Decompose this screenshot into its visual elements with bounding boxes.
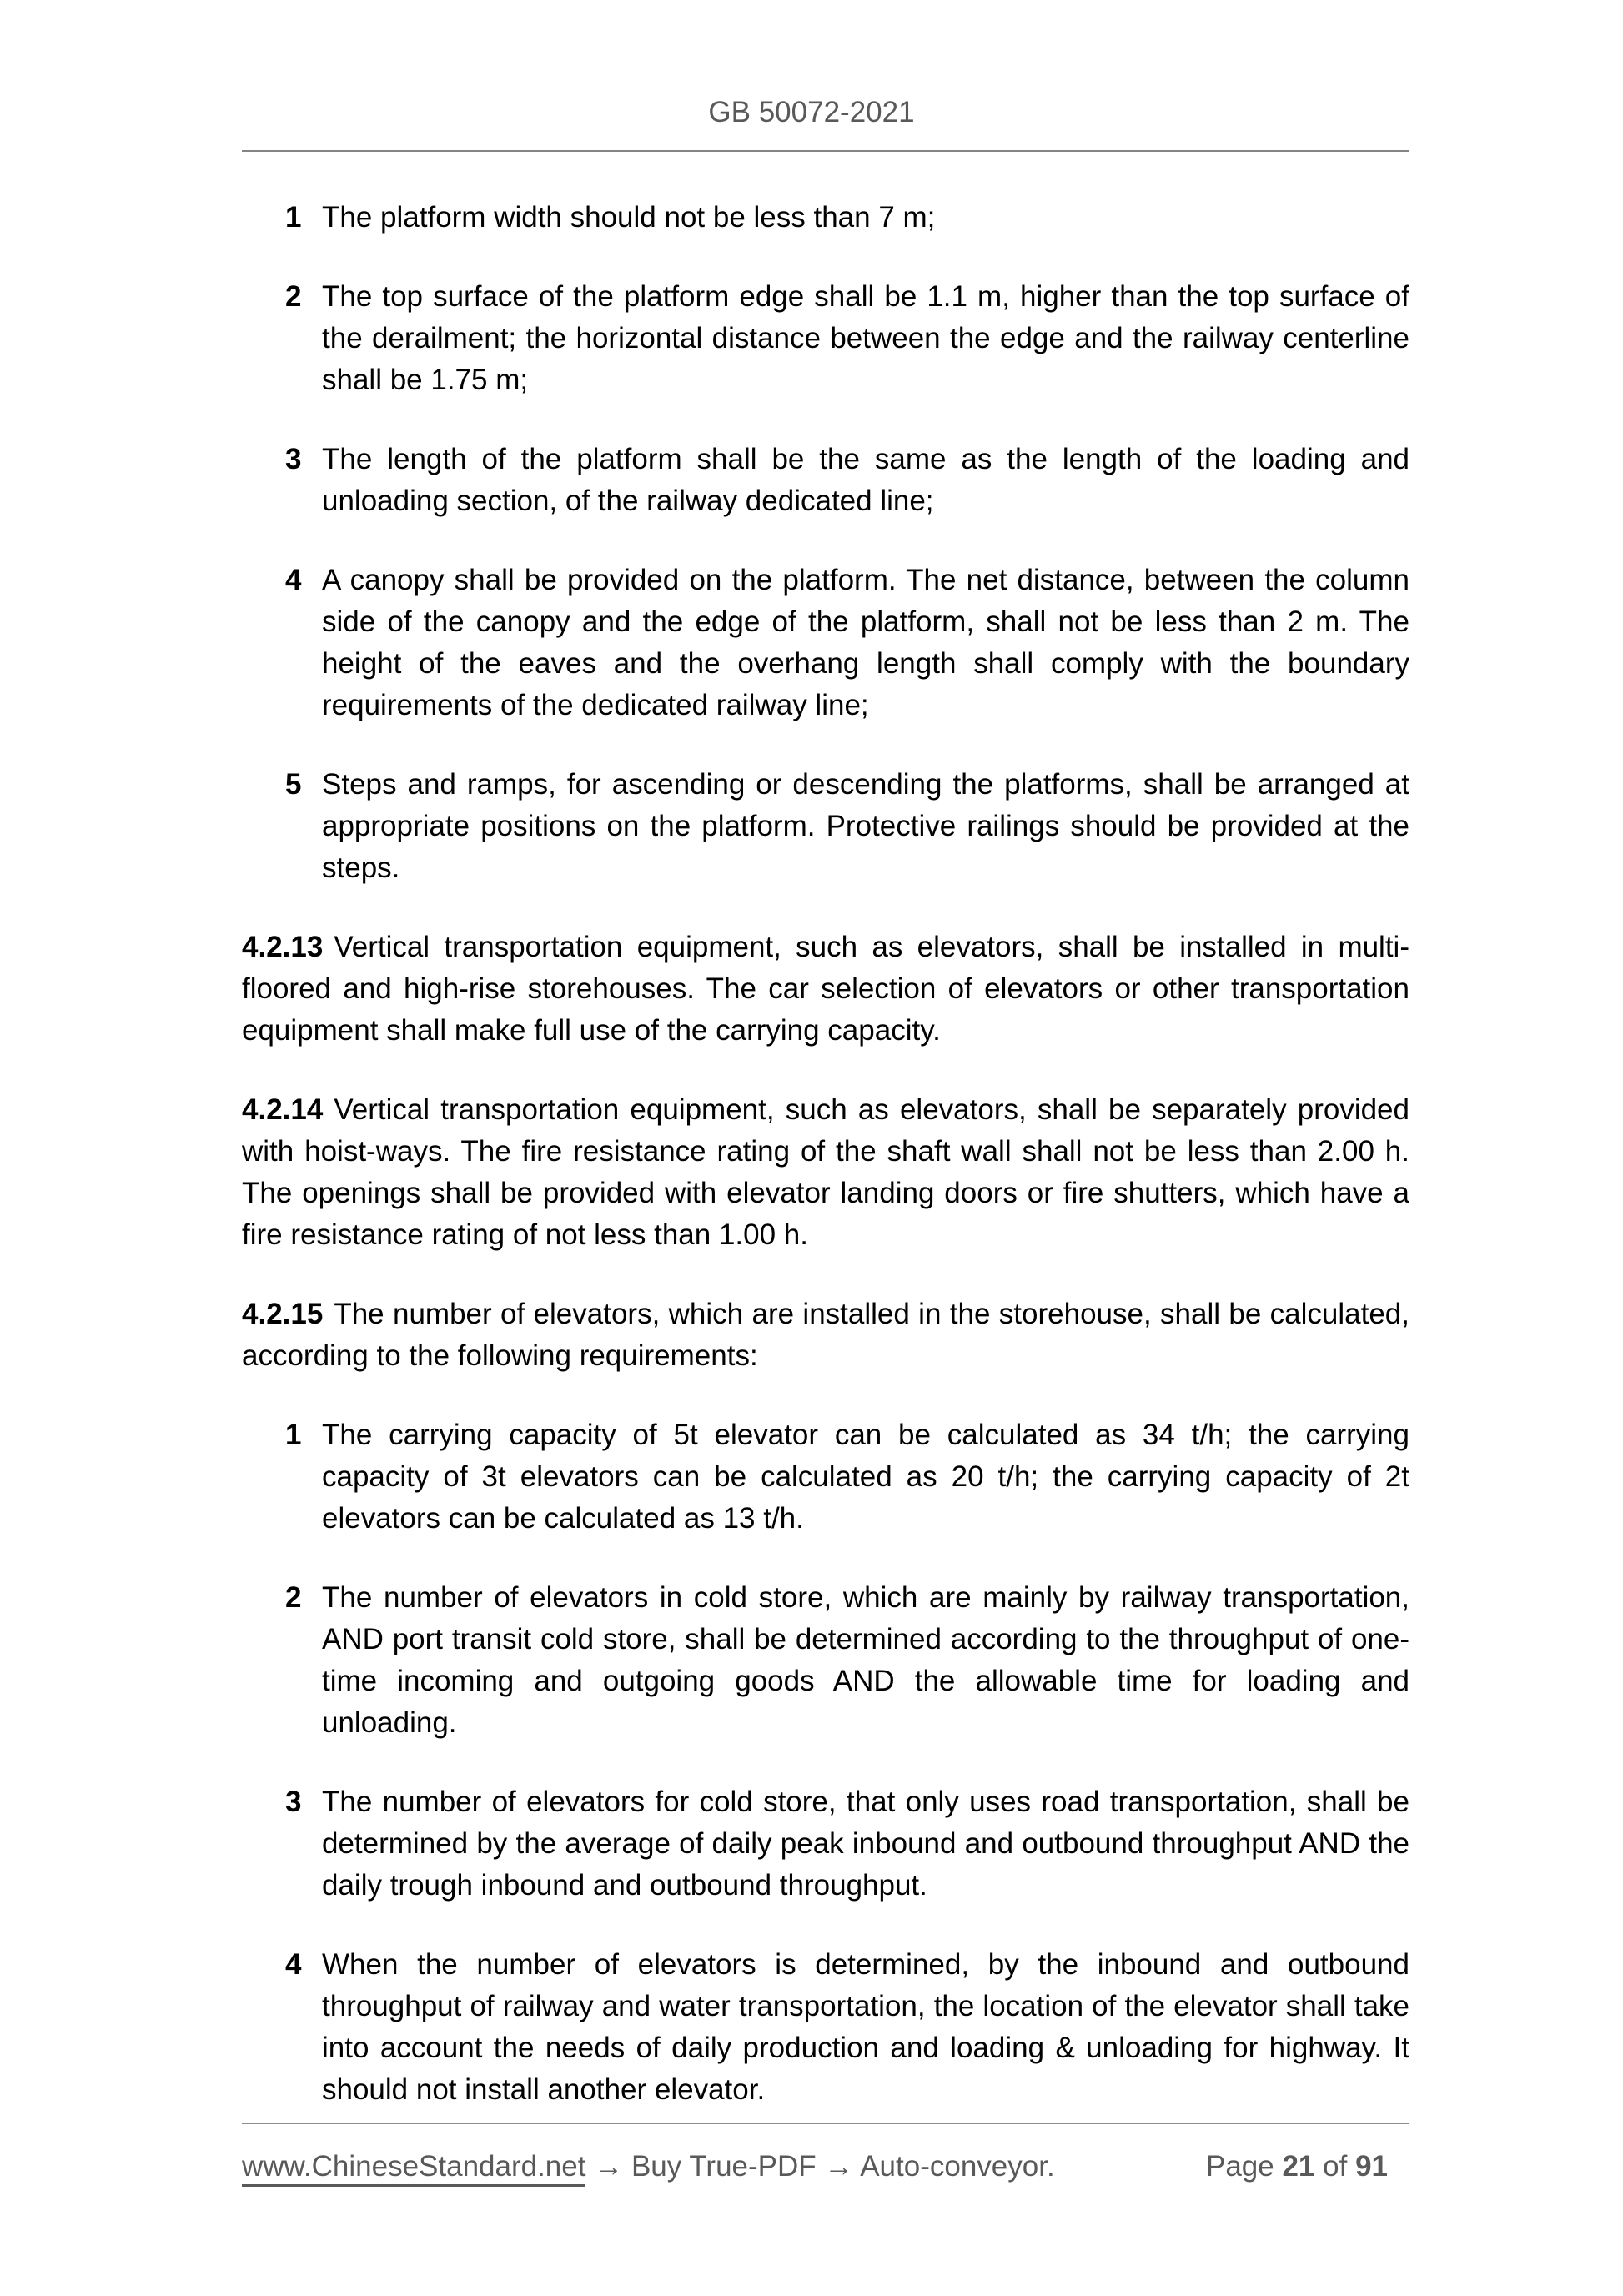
- page-label: Page: [1205, 2150, 1274, 2183]
- arrow-right-icon: →: [594, 2150, 624, 2183]
- item-number: 5: [285, 768, 302, 801]
- page-header: [0, 0, 1623, 152]
- section-paragraph: [242, 927, 1409, 1052]
- footer-left-group: [242, 2146, 1055, 2188]
- page-indicator: [1206, 2146, 1409, 2188]
- section-number: 4.2.14: [242, 1093, 324, 1126]
- paragraph-text: The platform width should not be less than 7 m;: [322, 201, 936, 234]
- footer-divider: [242, 2123, 1409, 2124]
- total-page-number: 91: [1355, 2150, 1388, 2183]
- numbered-list-item: [242, 1414, 1409, 1540]
- item-number: 4: [285, 564, 302, 596]
- arrow-right-icon: →: [824, 2150, 854, 2183]
- item-number: 2: [285, 280, 302, 313]
- auto-conveyor-label: Auto-conveyor.: [860, 2150, 1055, 2183]
- document-body: [242, 152, 1409, 2111]
- paragraph-text: The number of elevators, which are installed in the storehouse, shall be calculated, according to the following requirements:: [242, 1298, 1409, 1372]
- numbered-list-item: [242, 764, 1409, 889]
- paragraph-text: The number of elevators for cold store, that only uses road transportation, shall be determined by the average of daily peak inbound and outbound throughput AND the daily trough inbound and outbound throughput.: [322, 1786, 1409, 1902]
- item-number: 4: [285, 1948, 302, 1981]
- section-paragraph: [242, 1294, 1409, 1377]
- item-number: 3: [285, 1786, 302, 1818]
- footer-row: [242, 2146, 1409, 2188]
- chinesestandard-link[interactable]: www.ChineseStandard.net: [242, 2150, 585, 2187]
- paragraph-text: Steps and ramps, for ascending or descending the platforms, shall be arranged at appropriate positions on the platform. Protective railings should be provided at the steps.: [322, 768, 1409, 884]
- numbered-list-item: [242, 1944, 1409, 2111]
- paragraph-text: The length of the platform shall be the same as the length of the loading and unloading section, of the railway dedicated line;: [322, 443, 1409, 517]
- numbered-list-item: [242, 276, 1409, 401]
- doc-number-title: GB 50072-2021: [708, 96, 915, 128]
- numbered-list-item: [242, 439, 1409, 522]
- section-paragraph: [242, 1089, 1409, 1256]
- section-number: 4.2.15: [242, 1298, 324, 1330]
- paragraph-text: The number of elevators in cold store, which are mainly by railway transportation, AND port transit cold store, shall be determined according to the throughput of one-time incoming and outgoing goods AND the allowable time for loading and unloading.: [322, 1581, 1409, 1739]
- of-label: of: [1323, 2150, 1348, 2183]
- current-page-number: 21: [1282, 2150, 1315, 2183]
- paragraph-text: Vertical transportation equipment, such as elevators, shall be separately provided with hoist-ways. The fire resistance rating of the shaft wall shall not be less than 2.00 h. The openings shall be provided with elevator landing doors or fire shutters, which have a fire resistance rating of not less than 1.00 h.: [242, 1093, 1409, 1251]
- page-footer: [242, 2123, 1409, 2188]
- paragraph-text: When the number of elevators is determined, by the inbound and outbound throughput of railway and water transportation, the location of the elevator shall take into account the needs of daily production and loading & unloading for highway. It should not install another elevator.: [322, 1948, 1409, 2106]
- paragraph-text: The carrying capacity of 5t elevator can be calculated as 34 t/h; the carrying capacity of 3t elevators can be calculated as 20 t/h; the carrying capacity of 2t elevators can be calculated as 13 t/h.: [322, 1419, 1409, 1535]
- item-number: 3: [285, 443, 302, 475]
- section-number: 4.2.13: [242, 931, 324, 963]
- item-number: 1: [285, 201, 302, 234]
- numbered-list-item: [242, 1577, 1409, 1744]
- numbered-list-item: [242, 1781, 1409, 1907]
- item-number: 1: [285, 1419, 302, 1451]
- numbered-list-item: [242, 197, 1409, 239]
- paragraph-text: A canopy shall be provided on the platform. The net distance, between the column side of the canopy and the edge of the platform, shall not be less than 2 m. The height of the eaves and the overhang length shall comply with the boundary requirements of the dedicated railway line;: [322, 564, 1409, 721]
- numbered-list-item: [242, 560, 1409, 726]
- paragraph-text: The top surface of the platform edge shall be 1.1 m, higher than the top surface of the derailment; the horizontal distance between the edge and the railway centerline shall be 1.75 m;: [322, 280, 1409, 396]
- paragraph-text: Vertical transportation equipment, such as elevators, shall be installed in multi-floored and high-rise storehouses. The car selection of elevators or other transportation equipment shall make full use of the carrying capacity.: [242, 931, 1409, 1047]
- item-number: 2: [285, 1581, 302, 1614]
- buy-true-pdf-label: Buy True-PDF: [631, 2150, 817, 2183]
